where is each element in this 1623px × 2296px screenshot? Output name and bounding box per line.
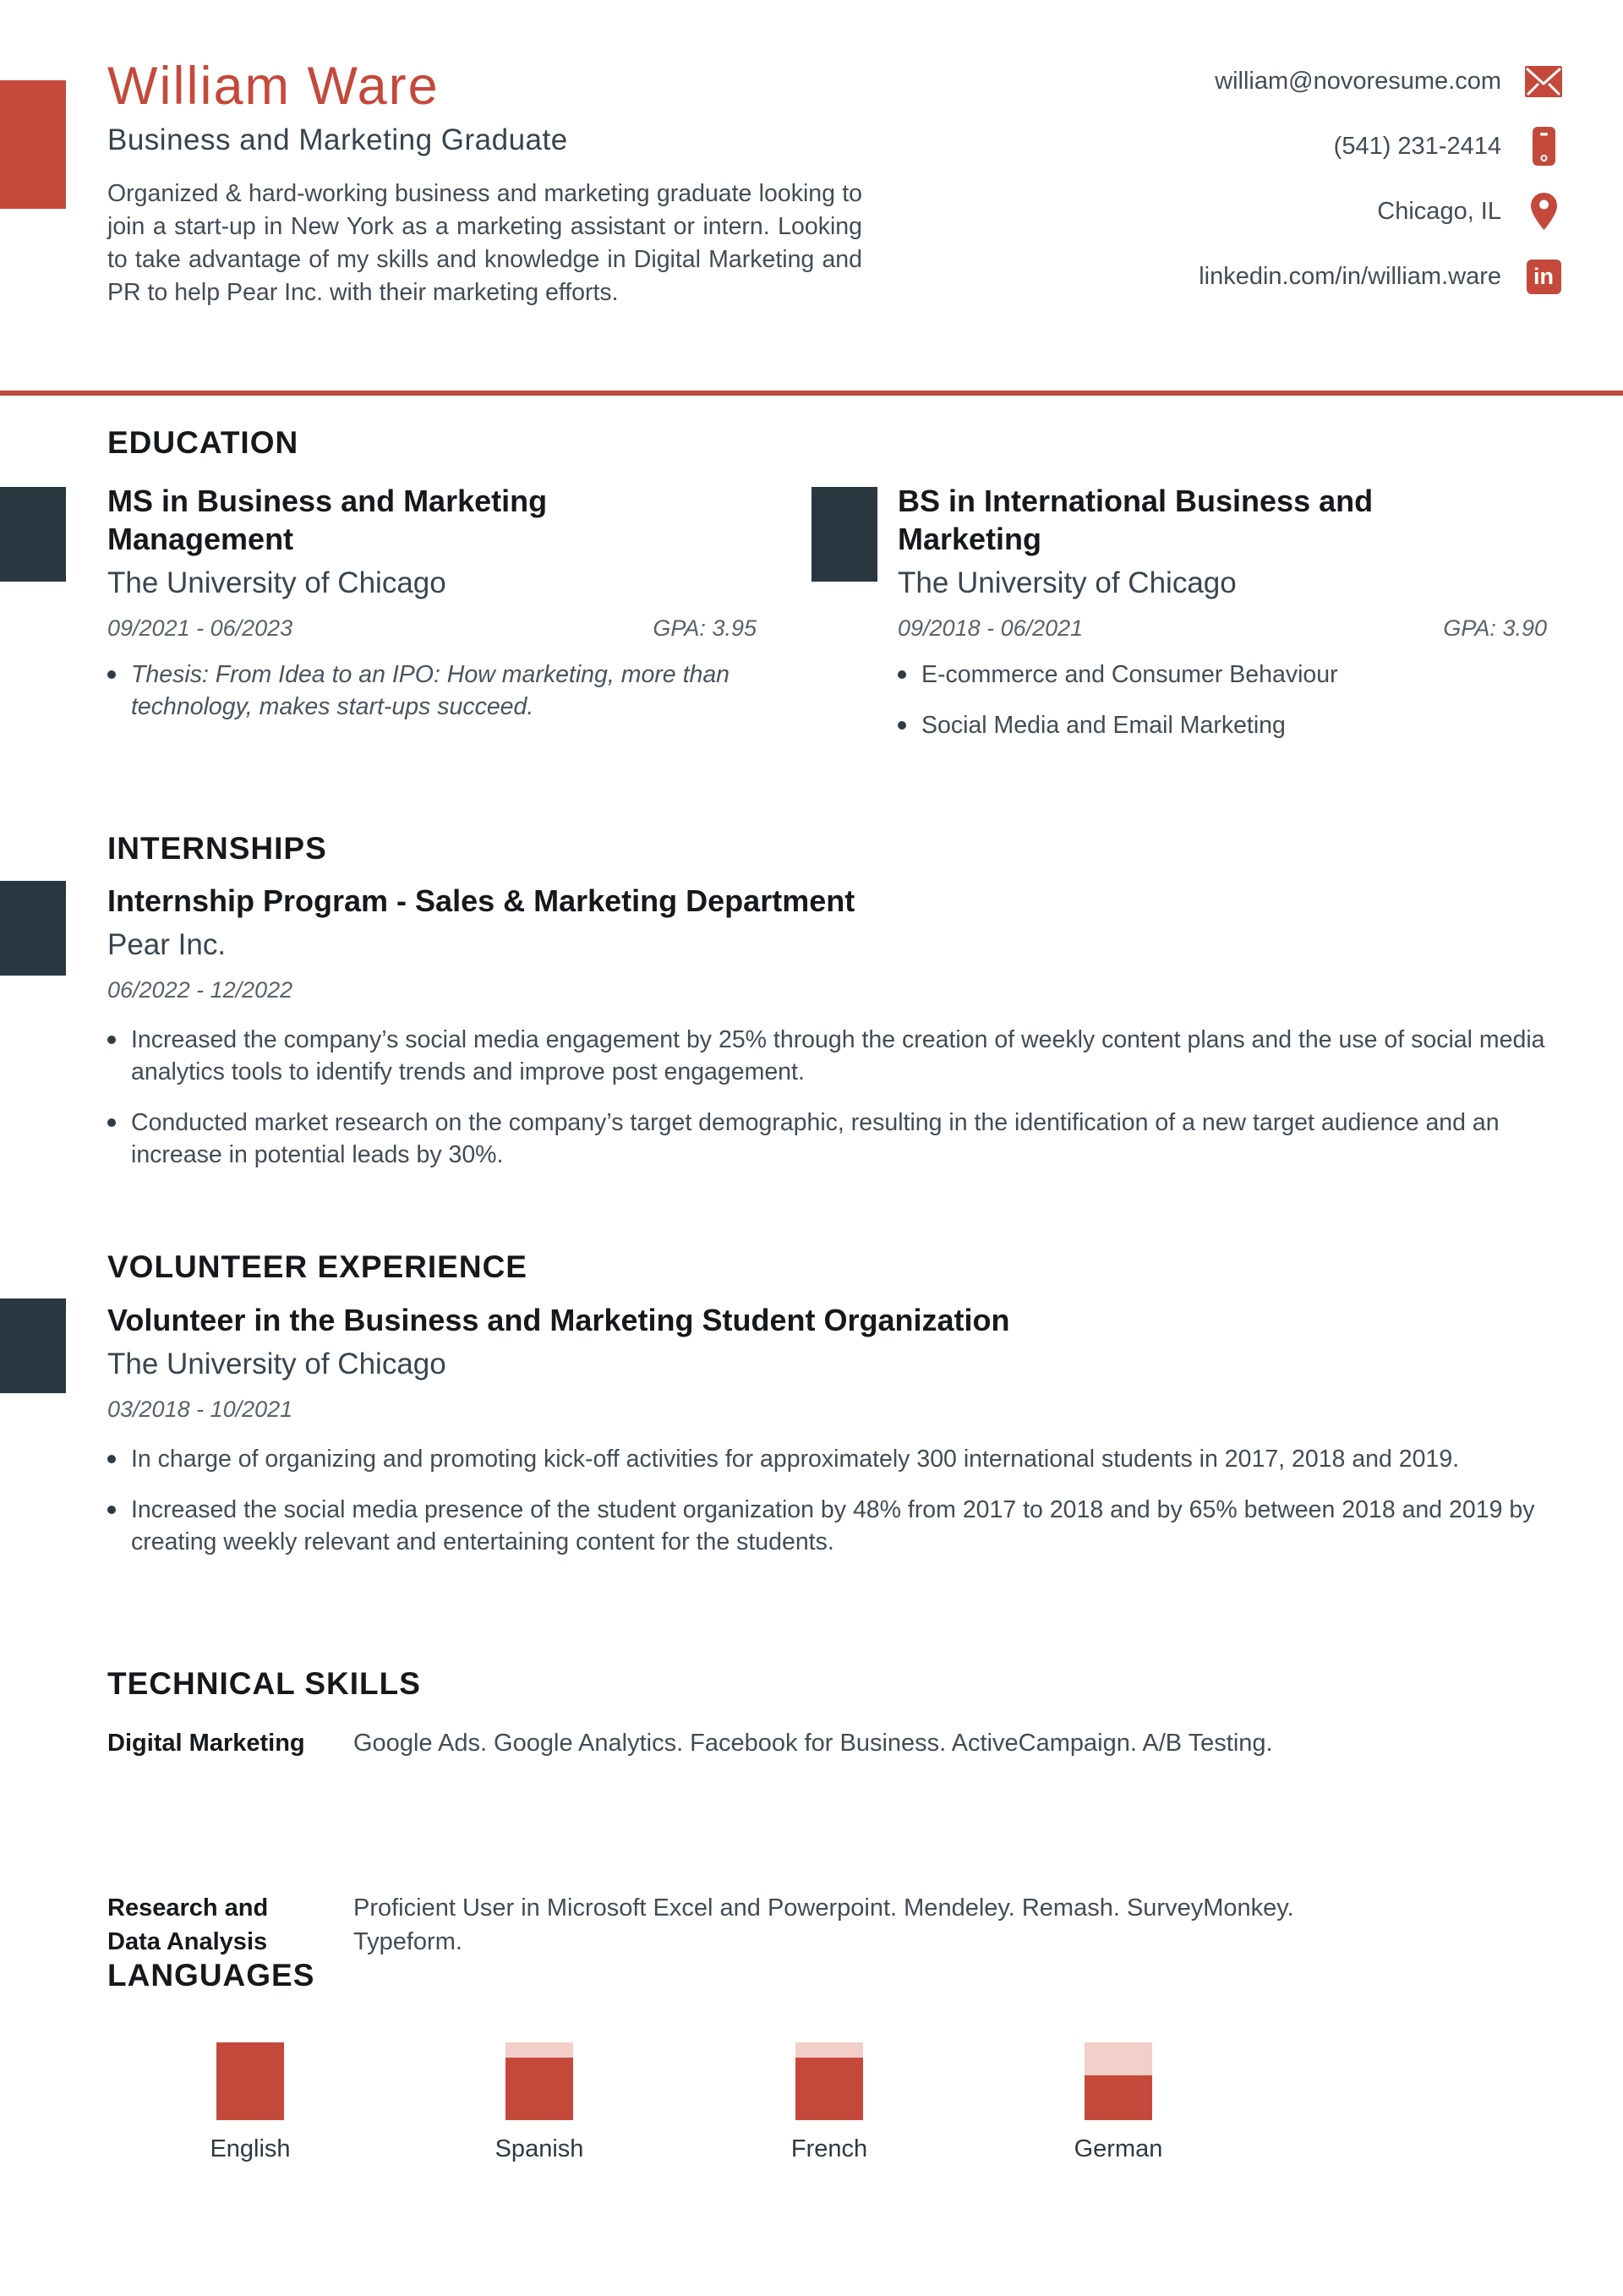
date-range: 03/2018 - 10/2021 xyxy=(107,1397,293,1422)
bullet-dot-icon xyxy=(898,670,906,679)
internship-title: Internship Program - Sales & Marketing Department xyxy=(107,883,855,918)
bullet-text: Conducted market research on the company’s target demographic, resulting in the identification of a new target audience and an increase in potential leads by 30%. xyxy=(131,1109,1500,1168)
language-proficiency-box xyxy=(795,2042,863,2120)
contact-phone[interactable] xyxy=(1199,128,1562,165)
bullet-dot-icon xyxy=(107,1455,116,1463)
education-entry-bs xyxy=(898,482,1547,741)
volunteer-bullets xyxy=(107,1443,1549,1558)
skill-list: Proficient User in Microsoft Excel and Powerpoint. Mendeley. Remash. SurveyMonkey. Typeform. xyxy=(353,1894,1294,1955)
internships-accent-square xyxy=(0,881,66,976)
language-proficiency-fill xyxy=(1085,2075,1152,2120)
phone-icon xyxy=(1525,128,1562,165)
list-item xyxy=(107,1443,1549,1475)
language-proficiency-fill xyxy=(795,2058,863,2120)
volunteer-title: Volunteer in the Business and Marketing Student Organization xyxy=(107,1303,1010,1337)
language-item xyxy=(455,2042,624,2163)
language-label: French xyxy=(790,2135,868,2162)
bullet-text: In charge of organizing and promoting kick-off activities for approximately 300 international students in 2017, 2018 and 2019. xyxy=(131,1446,1460,1473)
skill-category-label: Digital Marketing xyxy=(107,1730,305,1757)
education-accent-square-right xyxy=(812,487,877,582)
school-name: The University of Chicago xyxy=(898,566,1237,599)
list-item xyxy=(107,659,757,723)
skill-list: Google Ads. Google Analytics. Facebook for Business. ActiveCampaign. A/B Testing. xyxy=(353,1730,1273,1757)
date-range: 09/2021 - 06/2023 xyxy=(107,615,293,641)
bullet-dot-icon xyxy=(898,721,906,730)
language-label: Spanish xyxy=(495,2135,584,2162)
organization-name: The University of Chicago xyxy=(107,1348,446,1380)
volunteer-heading: VOLUNTEER EXPERIENCE xyxy=(107,1249,527,1284)
header-accent-square xyxy=(0,80,66,209)
language-proficiency-box xyxy=(216,2042,284,2120)
contact-email[interactable] xyxy=(1199,63,1562,100)
contact-location-text: Chicago, IL xyxy=(1377,197,1501,225)
language-proficiency-fill xyxy=(216,2042,284,2120)
bullet-text: Increased the social media presence of the student organization by 48% from 2017 to 2018 and by 65% between 2018 and 2019 by creating weekly relevant and entertaining content for the students. xyxy=(131,1496,1535,1555)
bullet-text: E-commerce and Consumer Behaviour xyxy=(921,661,1338,688)
contact-email-text: william@novoresume.com xyxy=(1215,67,1501,95)
contact-linkedin[interactable] xyxy=(1199,258,1562,295)
internships-heading: INTERNSHIPS xyxy=(107,831,327,866)
education-accent-square-left xyxy=(0,487,66,582)
language-proficiency-box xyxy=(1085,2042,1152,2120)
date-range: 09/2018 - 06/2021 xyxy=(898,615,1084,641)
list-item xyxy=(107,1024,1549,1088)
bullet-dot-icon xyxy=(107,1118,116,1127)
job-title: Business and Marketing Graduate xyxy=(107,123,568,157)
email-icon xyxy=(1525,63,1562,100)
contact-phone-text: (541) 231-2414 xyxy=(1333,132,1501,160)
language-item xyxy=(745,2042,914,2163)
languages-heading: LANGUAGES xyxy=(107,1958,315,1993)
internship-entry xyxy=(107,882,1549,1171)
date-range: 06/2022 - 12/2022 xyxy=(107,977,293,1003)
bullet-text: Increased the company’s social media engagement by 25% through the creation of weekly content plans and the use of social media analytics tools to identify trends and improve post engagement. xyxy=(131,1026,1545,1085)
degree-title: MS in Business and Marketing Management xyxy=(107,484,548,556)
education-bullets xyxy=(898,659,1547,741)
language-item xyxy=(166,2042,335,2163)
education-bullets xyxy=(107,659,757,723)
gpa: GPA: 3.95 xyxy=(653,615,757,641)
contact-linkedin-text: linkedin.com/in/william.ware xyxy=(1199,262,1501,290)
contact-location[interactable] xyxy=(1199,193,1562,230)
technical-skills-heading: TECHNICAL SKILLS xyxy=(107,1666,421,1701)
bullet-dot-icon xyxy=(107,670,116,679)
bullet-text: Social Media and Email Marketing xyxy=(921,712,1286,739)
degree-title: BS in International Business and Marketing xyxy=(898,484,1374,556)
language-label: German xyxy=(1074,2135,1163,2162)
list-item xyxy=(898,709,1547,741)
list-item xyxy=(107,1494,1549,1558)
skill-category-label: Research and Data Analysis xyxy=(107,1894,269,1955)
school-name: The University of Chicago xyxy=(107,566,446,599)
company-name: Pear Inc. xyxy=(107,928,227,961)
bullet-dot-icon xyxy=(107,1036,116,1044)
contact-block xyxy=(1199,63,1562,295)
language-proficiency-fill xyxy=(505,2058,573,2120)
language-label: English xyxy=(210,2135,291,2162)
bullet-dot-icon xyxy=(107,1506,116,1514)
location-pin-icon xyxy=(1525,193,1562,230)
list-item xyxy=(898,659,1547,691)
linkedin-icon xyxy=(1525,258,1562,295)
language-proficiency-box xyxy=(505,2042,573,2120)
internship-bullets xyxy=(107,1024,1549,1171)
volunteer-accent-square xyxy=(0,1298,66,1393)
volunteer-entry xyxy=(107,1301,1549,1558)
header-block xyxy=(107,56,868,309)
linkedin-badge: in xyxy=(1527,260,1561,294)
gpa: GPA: 3.90 xyxy=(1443,615,1547,641)
list-item xyxy=(107,1107,1549,1171)
bullet-text: Thesis: From Idea to an IPO: How marketing, more than technology, makes start-ups succeed. xyxy=(131,661,730,720)
person-name: William Ware xyxy=(107,57,440,116)
education-entry-ms xyxy=(107,482,757,723)
education-heading: EDUCATION xyxy=(107,425,299,460)
header-divider-line xyxy=(0,391,1623,396)
language-item xyxy=(1034,2042,1203,2163)
summary-paragraph: Organized & hard-working business and marketing graduate looking to join a start-up in New York as a marketing assistant or intern. Looking to take advantage of my skills and knowledge in Digital Marketing and PR to help Pear Inc. with their marketing efforts. xyxy=(107,180,862,307)
